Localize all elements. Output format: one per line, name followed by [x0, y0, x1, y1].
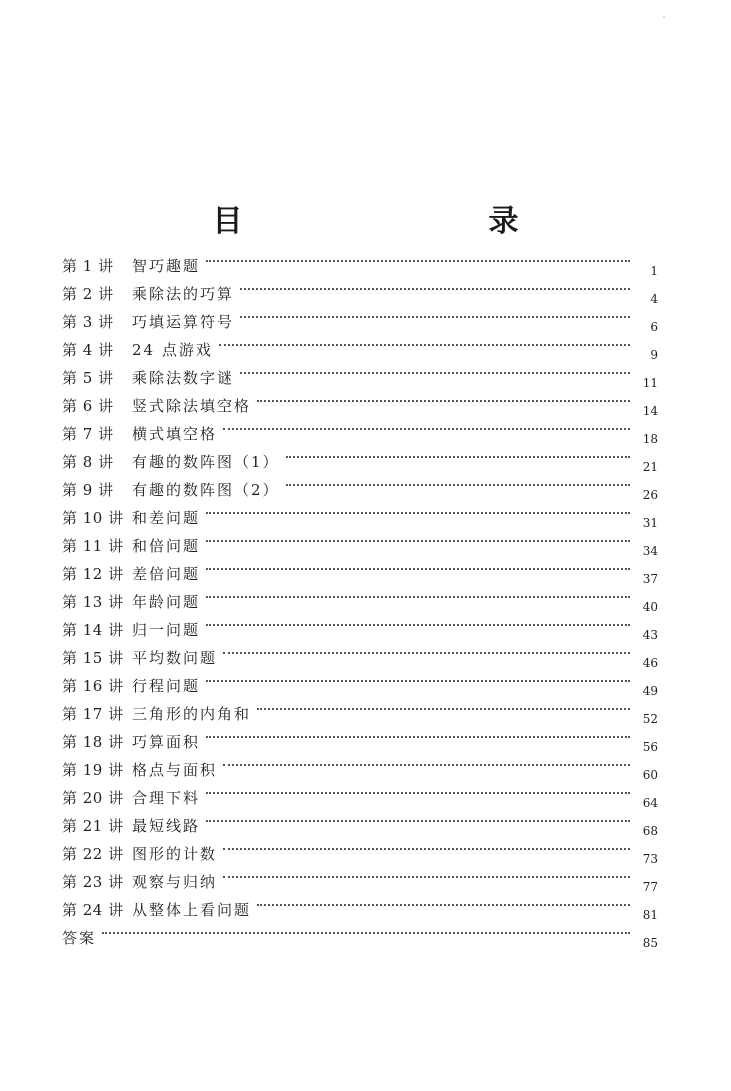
lecture-number: 第 3 讲: [62, 313, 114, 331]
dot-leader: [223, 411, 630, 439]
entry-title: 合理下料: [132, 789, 201, 807]
lecture-number: 第 21 讲: [62, 817, 124, 835]
page-number: 81: [642, 908, 658, 922]
page-number: 21: [642, 460, 658, 474]
dot-leader: [206, 607, 630, 635]
page-number: 26: [642, 488, 658, 502]
entry-title: 巧填运算符号: [132, 313, 235, 331]
entry-title: 有趣的数阵图（1）: [132, 453, 280, 471]
dot-leader: [206, 803, 630, 831]
lecture-number: 第 19 讲: [62, 761, 124, 779]
lecture-number: 第 13 讲: [62, 593, 124, 611]
dot-leader: [257, 887, 630, 915]
dot-leader: [223, 747, 630, 775]
table-of-contents: [62, 243, 658, 950]
lecture-number: 第 23 讲: [62, 873, 124, 891]
scan-speck: [663, 16, 665, 18]
page-title: 目 录: [212, 204, 581, 240]
lecture-number: 第 24 讲: [62, 901, 124, 919]
entry-title: 差倍问题: [132, 565, 201, 583]
lecture-number: 第 1 讲: [62, 257, 114, 275]
page-number: 68: [642, 824, 658, 838]
dot-leader: [240, 355, 630, 383]
dot-leader: [223, 635, 630, 663]
page-number: 1: [650, 264, 658, 278]
lecture-number: 第 16 讲: [62, 677, 124, 695]
page-number: 43: [642, 628, 658, 642]
lecture-number: 第 18 讲: [62, 733, 124, 751]
entry-title: 平均数问题: [132, 649, 218, 667]
lecture-number: 第 20 讲: [62, 789, 124, 807]
lecture-number: 第 22 讲: [62, 845, 124, 863]
entry-title: 和差问题: [132, 509, 201, 527]
page-number: 37: [642, 572, 658, 586]
page-number: 49: [642, 684, 658, 698]
entry-title: 巧算面积: [132, 733, 201, 751]
entry-title: 横式填空格: [132, 425, 218, 443]
dot-leader: [286, 439, 630, 467]
page-number: 52: [642, 712, 658, 726]
dot-leader: [206, 663, 630, 691]
entry-title: 有趣的数阵图（2）: [132, 481, 280, 499]
dot-leader: [223, 831, 630, 859]
entry-title: 格点与面积: [132, 761, 218, 779]
lecture-number: 第 17 讲: [62, 705, 124, 723]
dot-leader: [223, 859, 630, 887]
lecture-number: 第 14 讲: [62, 621, 124, 639]
dot-leader: [206, 551, 630, 579]
dot-leader: [257, 691, 630, 719]
page-number: 85: [642, 936, 658, 950]
entry-title: 三角形的内角和: [132, 705, 252, 723]
lecture-number: 第 8 讲: [62, 453, 114, 471]
dot-leader: [206, 579, 630, 607]
page-number: 73: [642, 852, 658, 866]
dot-leader: [206, 243, 630, 271]
page-number: 56: [642, 740, 658, 754]
lecture-number: 第 7 讲: [62, 425, 114, 443]
entry-title: 年龄问题: [132, 593, 201, 611]
entry-title: 24 点游戏: [132, 341, 213, 359]
entry-title: 智巧趣题: [132, 257, 201, 275]
entry-title: 行程问题: [132, 677, 201, 695]
page-number: 14: [642, 404, 658, 418]
lecture-number: 第 12 讲: [62, 565, 124, 583]
toc-entry[interactable]: [62, 243, 658, 278]
page-number: 4: [650, 292, 658, 306]
dot-leader: [240, 271, 630, 299]
entry-title: 归一问题: [132, 621, 201, 639]
dot-leader: [257, 383, 630, 411]
lecture-number: 第 5 讲: [62, 369, 114, 387]
page-number: 46: [642, 656, 658, 670]
dot-leader: [102, 915, 630, 943]
lecture-number: 第 2 讲: [62, 285, 114, 303]
entry-title: 观察与归纳: [132, 873, 218, 891]
dot-leader: [206, 719, 630, 747]
page-number: 60: [642, 768, 658, 782]
page-number: 11: [642, 376, 658, 390]
dot-leader: [219, 327, 630, 355]
lecture-number: 第 6 讲: [62, 397, 114, 415]
entry-title: 乘除法的巧算: [132, 285, 235, 303]
entry-title: 和倍问题: [132, 537, 201, 555]
page-number: 18: [642, 432, 658, 446]
entry-title: 图形的计数: [132, 845, 218, 863]
toc-entry-answers[interactable]: [62, 915, 658, 950]
page-number: 77: [642, 880, 658, 894]
entry-title: 竖式除法填空格: [132, 397, 252, 415]
dot-leader: [206, 495, 630, 523]
dot-leader: [206, 523, 630, 551]
dot-leader: [206, 775, 630, 803]
lecture-number: 第 15 讲: [62, 649, 124, 667]
entry-title: 乘除法数字谜: [132, 369, 235, 387]
lecture-number: 第 10 讲: [62, 509, 124, 527]
entry-title: 从整体上看问题: [132, 901, 252, 919]
lecture-number: 第 11 讲: [62, 537, 124, 555]
answers-title: 答案: [62, 929, 97, 947]
page-number: 31: [642, 516, 658, 530]
page-number: 34: [642, 544, 658, 558]
lecture-number: 第 4 讲: [62, 341, 114, 359]
page-number: 6: [650, 320, 658, 334]
page-number: 9: [650, 348, 658, 362]
lecture-number: 第 9 讲: [62, 481, 114, 499]
dot-leader: [240, 299, 630, 327]
dot-leader: [286, 467, 630, 495]
entry-title: 最短线路: [132, 817, 201, 835]
page-number: 64: [642, 796, 658, 810]
page-number: 40: [642, 600, 658, 614]
